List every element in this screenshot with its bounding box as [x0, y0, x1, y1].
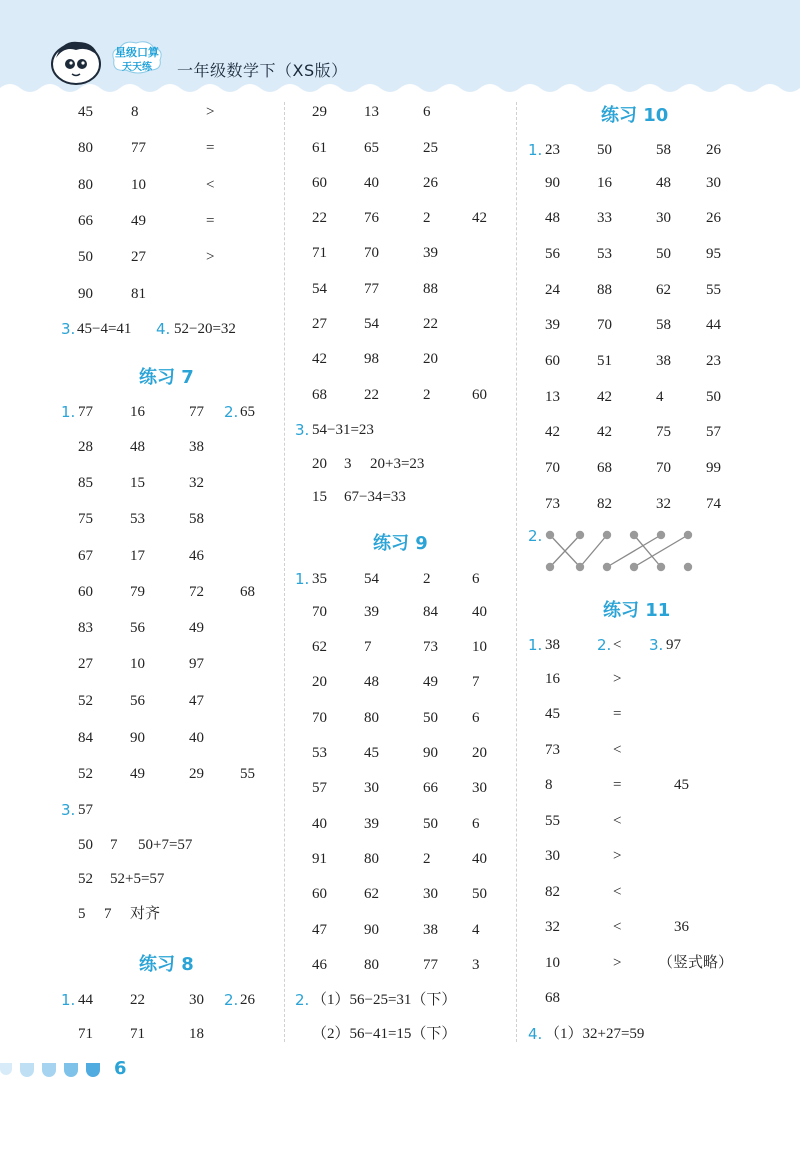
page-number: 6 — [114, 1058, 127, 1079]
answer-cell: 15 — [312, 489, 327, 505]
answer-cell: 52 — [78, 871, 93, 887]
answer-cell: 35 — [312, 571, 327, 587]
answer-cell: 48 — [130, 439, 145, 455]
section-title-ex11: 练习 11 — [603, 600, 671, 621]
answer-cell: 40 — [472, 851, 487, 867]
answer-cell: 4 — [472, 922, 480, 938]
answer-cell: 26 — [706, 142, 721, 158]
answer-cell: 2 — [423, 210, 431, 226]
answer-cell: 48 — [545, 210, 560, 226]
answer-cell: 4 — [656, 389, 664, 405]
answer-cell: 55 — [706, 282, 721, 298]
answer-cell: 88 — [423, 281, 438, 297]
answer-cell: 56 — [545, 246, 560, 262]
answer-cell: = — [613, 706, 622, 722]
answer-cell: 8 — [131, 104, 139, 120]
answer-cell: 73 — [545, 742, 560, 758]
answer-cell: 50 — [78, 249, 93, 265]
answer-text: （1）32+27=59 — [545, 1026, 645, 1042]
answer-cell: > — [206, 249, 215, 265]
answer-cell: 38 — [656, 353, 671, 369]
answer-cell: 16 — [130, 404, 145, 420]
answer-cell: 85 — [78, 475, 93, 491]
answer-cell: 30 — [472, 780, 487, 796]
section-title-ex8: 练习 8 — [139, 954, 194, 975]
question-number: 4. — [528, 1025, 543, 1043]
answer-cell: 23 — [545, 142, 560, 158]
answer-cell: 32 — [656, 496, 671, 512]
answer-text: （2）56−41=15（下） — [312, 1026, 457, 1042]
answer-cell: 57 — [312, 780, 327, 796]
answer-cell: 29 — [312, 104, 327, 120]
answer-cell: 80 — [78, 177, 93, 193]
answer-cell: 10 — [472, 639, 487, 655]
answer-cell: 56 — [130, 693, 145, 709]
answer-cell: 39 — [545, 317, 560, 333]
answer-cell: 54 — [312, 281, 327, 297]
answer-cell: 50 — [706, 389, 721, 405]
answer-cell: 17 — [130, 548, 145, 564]
answer-cell: 58 — [189, 511, 204, 527]
answer-cell: 18 — [189, 1026, 204, 1042]
answer-cell: 58 — [656, 142, 671, 158]
answer-cell: 52 — [78, 693, 93, 709]
answer-cell: 52+5=57 — [110, 871, 165, 887]
answer-cell: 5 — [78, 906, 86, 922]
answer-cell: 99 — [706, 460, 721, 476]
answer-cell: 90 — [130, 730, 145, 746]
answer-cell: 27 — [78, 656, 93, 672]
answer-cell: 16 — [597, 175, 612, 191]
mascot-icon — [48, 36, 104, 88]
answer-cell: 47 — [312, 922, 327, 938]
answer-cell: 73 — [545, 496, 560, 512]
answer-cell: 38 — [545, 637, 560, 653]
answer-cell: 71 — [312, 245, 327, 261]
answer-cell: 2 — [423, 571, 431, 587]
answer-cell: 50+7=57 — [138, 837, 193, 853]
answer-cell: 68 — [545, 990, 560, 1006]
logo-subtext: 天天练 — [122, 62, 152, 73]
answer-cell: （竖式略） — [658, 955, 734, 971]
answer-cell: 49 — [131, 213, 146, 229]
answer-cell: 46 — [189, 548, 204, 564]
answer-cell: 50 — [472, 886, 487, 902]
answer-cell: 10 — [130, 656, 145, 672]
column-divider — [284, 102, 285, 1042]
answer-cell: 70 — [312, 604, 327, 620]
answer-cell: 54 — [364, 316, 379, 332]
answer-cell: 22 — [364, 387, 379, 403]
answer-cell: 49 — [423, 674, 438, 690]
answer-cell: 70 — [364, 245, 379, 261]
answer-text: 45−4=41 — [77, 321, 132, 337]
book-title: 一年级数学下（XS版） — [177, 61, 348, 80]
answer-cell: 3 — [472, 957, 480, 973]
answer-cell: 53 — [130, 511, 145, 527]
answer-cell: 51 — [597, 353, 612, 369]
question-number: 3. — [295, 421, 310, 439]
answer-cell: 71 — [130, 1026, 145, 1042]
answer-cell: < — [613, 813, 622, 829]
answer-cell: 62 — [364, 886, 379, 902]
answer-cell: 30 — [545, 848, 560, 864]
answer-cell: 对齐 — [130, 906, 161, 922]
question-number: 3. — [61, 320, 76, 338]
answer-cell: 66 — [78, 213, 93, 229]
answer-cell: 22 — [130, 992, 145, 1008]
answer-cell: 67−34=33 — [344, 489, 406, 505]
answer-text: 54−31=23 — [312, 422, 374, 438]
answer-cell: 75 — [656, 424, 671, 440]
answer-cell: 30 — [189, 992, 204, 1008]
answer-cell: 39 — [364, 816, 379, 832]
section-title-ex7: 练习 7 — [139, 367, 194, 388]
answer-cell: 27 — [312, 316, 327, 332]
answer-cell: 67 — [78, 548, 93, 564]
answer-cell: 77 — [423, 957, 438, 973]
answer-cell: 53 — [597, 246, 612, 262]
answer-cell: 44 — [78, 992, 93, 1008]
answer-cell: 50 — [423, 710, 438, 726]
answer-cell: 39 — [364, 604, 379, 620]
answer-cell: 10 — [131, 177, 146, 193]
answer-cell: 79 — [130, 584, 145, 600]
answer-cell: 45 — [364, 745, 379, 761]
question-number: 1. — [528, 636, 543, 654]
question-number: 2. — [528, 527, 543, 545]
answer-cell: 65 — [240, 404, 255, 420]
answer-cell: 7 — [110, 837, 118, 853]
section-title-ex9: 练习 9 — [373, 533, 428, 554]
answer-cell: 68 — [597, 460, 612, 476]
answer-cell: 68 — [240, 584, 255, 600]
answer-cell: 80 — [78, 140, 93, 156]
answer-cell: 22 — [423, 316, 438, 332]
answer-cell: 75 — [78, 511, 93, 527]
answer-cell: 26 — [240, 992, 255, 1008]
answer-cell: 6 — [423, 104, 431, 120]
answer-cell: 49 — [189, 620, 204, 636]
answer-cell: 38 — [423, 922, 438, 938]
answer-cell: = — [206, 140, 215, 156]
answer-cell: 48 — [364, 674, 379, 690]
answer-cell: 15 — [130, 475, 145, 491]
answer-cell: 50 — [423, 816, 438, 832]
answer-cell: 45 — [78, 104, 93, 120]
answer-cell: 20+3=23 — [370, 456, 425, 472]
answer-cell: 60 — [545, 353, 560, 369]
answer-cell: 82 — [597, 496, 612, 512]
answer-cell: 60 — [78, 584, 93, 600]
matching-diagram — [540, 528, 700, 576]
answer-cell: 88 — [597, 282, 612, 298]
question-number: 1. — [61, 991, 76, 1009]
answer-cell: 24 — [545, 282, 560, 298]
answer-cell: 42 — [312, 351, 327, 367]
answer-cell: 68 — [312, 387, 327, 403]
question-number: 2. — [295, 991, 310, 1009]
answer-cell: 47 — [189, 693, 204, 709]
answer-cell: 65 — [364, 140, 379, 156]
answer-cell: 77 — [364, 281, 379, 297]
answer-cell: 45 — [674, 777, 689, 793]
answer-cell: 73 — [423, 639, 438, 655]
answer-cell: 42 — [472, 210, 487, 226]
question-number: 3. — [649, 636, 664, 654]
answer-cell: 84 — [78, 730, 93, 746]
answer-cell: 70 — [597, 317, 612, 333]
answer-cell: 40 — [364, 175, 379, 191]
answer-cell: = — [613, 777, 622, 793]
answer-cell: 58 — [656, 317, 671, 333]
logo-text: 星级口算 — [115, 46, 159, 59]
answer-cell: 40 — [312, 816, 327, 832]
answer-cell: 6 — [472, 571, 480, 587]
answer-cell: 50 — [78, 837, 93, 853]
answer-cell: 57 — [706, 424, 721, 440]
answer-cell: 97 — [189, 656, 204, 672]
answer-cell: 10 — [545, 955, 560, 971]
answer-cell: 42 — [597, 424, 612, 440]
answer-cell: 82 — [545, 884, 560, 900]
answer-cell: 8 — [545, 777, 553, 793]
answer-cell: 80 — [364, 851, 379, 867]
answer-cell: 13 — [545, 389, 560, 405]
answer-cell: 49 — [130, 766, 145, 782]
answer-cell: 13 — [364, 104, 379, 120]
answer-cell: 53 — [312, 745, 327, 761]
answer-cell: 77 — [189, 404, 204, 420]
answer-cell: 74 — [706, 496, 721, 512]
answer-cell: < — [613, 884, 622, 900]
answer-cell: 50 — [656, 246, 671, 262]
answer-cell: 6 — [472, 710, 480, 726]
answer-cell: 45 — [545, 706, 560, 722]
answer-cell: 80 — [364, 710, 379, 726]
answer-cell: 38 — [189, 439, 204, 455]
answer-cell: 40 — [189, 730, 204, 746]
answer-cell: 42 — [597, 389, 612, 405]
answer-cell: 20 — [312, 456, 327, 472]
answer-cell: 26 — [706, 210, 721, 226]
answer-cell: 70 — [545, 460, 560, 476]
answer-cell: 39 — [423, 245, 438, 261]
answer-cell: 50 — [597, 142, 612, 158]
answer-cell: 56 — [130, 620, 145, 636]
answer-cell: 90 — [545, 175, 560, 191]
answer-cell: 76 — [364, 210, 379, 226]
answer-cell: 30 — [706, 175, 721, 191]
question-number: 1. — [61, 403, 76, 421]
answer-cell: > — [613, 955, 622, 971]
answer-cell: 2 — [423, 387, 431, 403]
answer-cell: 7 — [104, 906, 112, 922]
answer-cell: 81 — [131, 286, 146, 302]
answer-cell: 71 — [78, 1026, 93, 1042]
answer-cell: < — [206, 177, 215, 193]
answer-cell: 55 — [240, 766, 255, 782]
column-divider — [516, 102, 517, 1042]
answer-cell: 77 — [78, 404, 93, 420]
answer-cell: > — [613, 848, 622, 864]
answer-cell: 20 — [312, 674, 327, 690]
answer-cell: 27 — [131, 249, 146, 265]
answer-cell: 30 — [656, 210, 671, 226]
answer-cell: 54 — [364, 571, 379, 587]
answer-cell: 42 — [545, 424, 560, 440]
question-number: 2. — [224, 991, 239, 1009]
answer-cell: 60 — [312, 886, 327, 902]
answer-cell: 91 — [312, 851, 327, 867]
answer-cell: 6 — [472, 816, 480, 832]
answer-text: （1）56−25=31（下） — [312, 992, 457, 1008]
footer-decoration — [0, 1063, 110, 1077]
question-number: 3. — [61, 801, 76, 819]
answer-cell: 30 — [364, 780, 379, 796]
answer-cell: 26 — [423, 175, 438, 191]
answer-cell: 90 — [364, 922, 379, 938]
wave-border — [0, 80, 800, 92]
question-number: 2. — [597, 636, 612, 654]
answer-cell: 70 — [312, 710, 327, 726]
answer-cell: 46 — [312, 957, 327, 973]
question-number: 1. — [295, 570, 310, 588]
answer-cell: 83 — [78, 620, 93, 636]
answer-cell: 22 — [312, 210, 327, 226]
answer-cell: 20 — [472, 745, 487, 761]
answer-cell: = — [206, 213, 215, 229]
answer-cell: 72 — [189, 584, 204, 600]
answer-cell: 62 — [656, 282, 671, 298]
answer-cell: 7 — [364, 639, 372, 655]
answer-cell: 20 — [423, 351, 438, 367]
answer-cell: 60 — [312, 175, 327, 191]
answer-cell: 25 — [423, 140, 438, 156]
answer-cell: 2 — [423, 851, 431, 867]
answer-cell: 60 — [472, 387, 487, 403]
answer-cell: 95 — [706, 246, 721, 262]
answer-cell: 52 — [78, 766, 93, 782]
section-title-ex10: 练习 10 — [601, 105, 669, 126]
answer-cell: 44 — [706, 317, 721, 333]
answer-cell: 36 — [674, 919, 689, 935]
answer-cell: 57 — [78, 802, 93, 818]
answer-cell: < — [613, 742, 622, 758]
answer-cell: 62 — [312, 639, 327, 655]
answer-cell: 3 — [344, 456, 352, 472]
answer-cell: 70 — [656, 460, 671, 476]
question-number: 4. — [156, 320, 171, 338]
answer-text: 52−20=32 — [174, 321, 236, 337]
answer-cell: 66 — [423, 780, 438, 796]
answer-cell: 23 — [706, 353, 721, 369]
question-number: 2. — [224, 403, 239, 421]
answer-cell: 84 — [423, 604, 438, 620]
answer-cell: 90 — [423, 745, 438, 761]
question-number: 1. — [528, 141, 543, 159]
answer-cell: < — [613, 919, 622, 935]
answer-cell: > — [206, 104, 215, 120]
answer-cell: 32 — [189, 475, 204, 491]
answer-cell: 90 — [78, 286, 93, 302]
answer-cell: < — [613, 637, 622, 653]
answer-cell: 61 — [312, 140, 327, 156]
answer-cell: > — [613, 671, 622, 687]
answer-cell: 32 — [545, 919, 560, 935]
answer-cell: 7 — [472, 674, 480, 690]
answer-cell: 28 — [78, 439, 93, 455]
answer-cell: 80 — [364, 957, 379, 973]
answer-cell: 97 — [666, 637, 681, 653]
answer-cell: 77 — [131, 140, 146, 156]
answer-cell: 48 — [656, 175, 671, 191]
answer-cell: 33 — [597, 210, 612, 226]
answer-cell: 40 — [472, 604, 487, 620]
answer-cell: 29 — [189, 766, 204, 782]
answer-cell: 55 — [545, 813, 560, 829]
answer-cell: 30 — [423, 886, 438, 902]
answer-cell: 16 — [545, 671, 560, 687]
answer-cell: 98 — [364, 351, 379, 367]
